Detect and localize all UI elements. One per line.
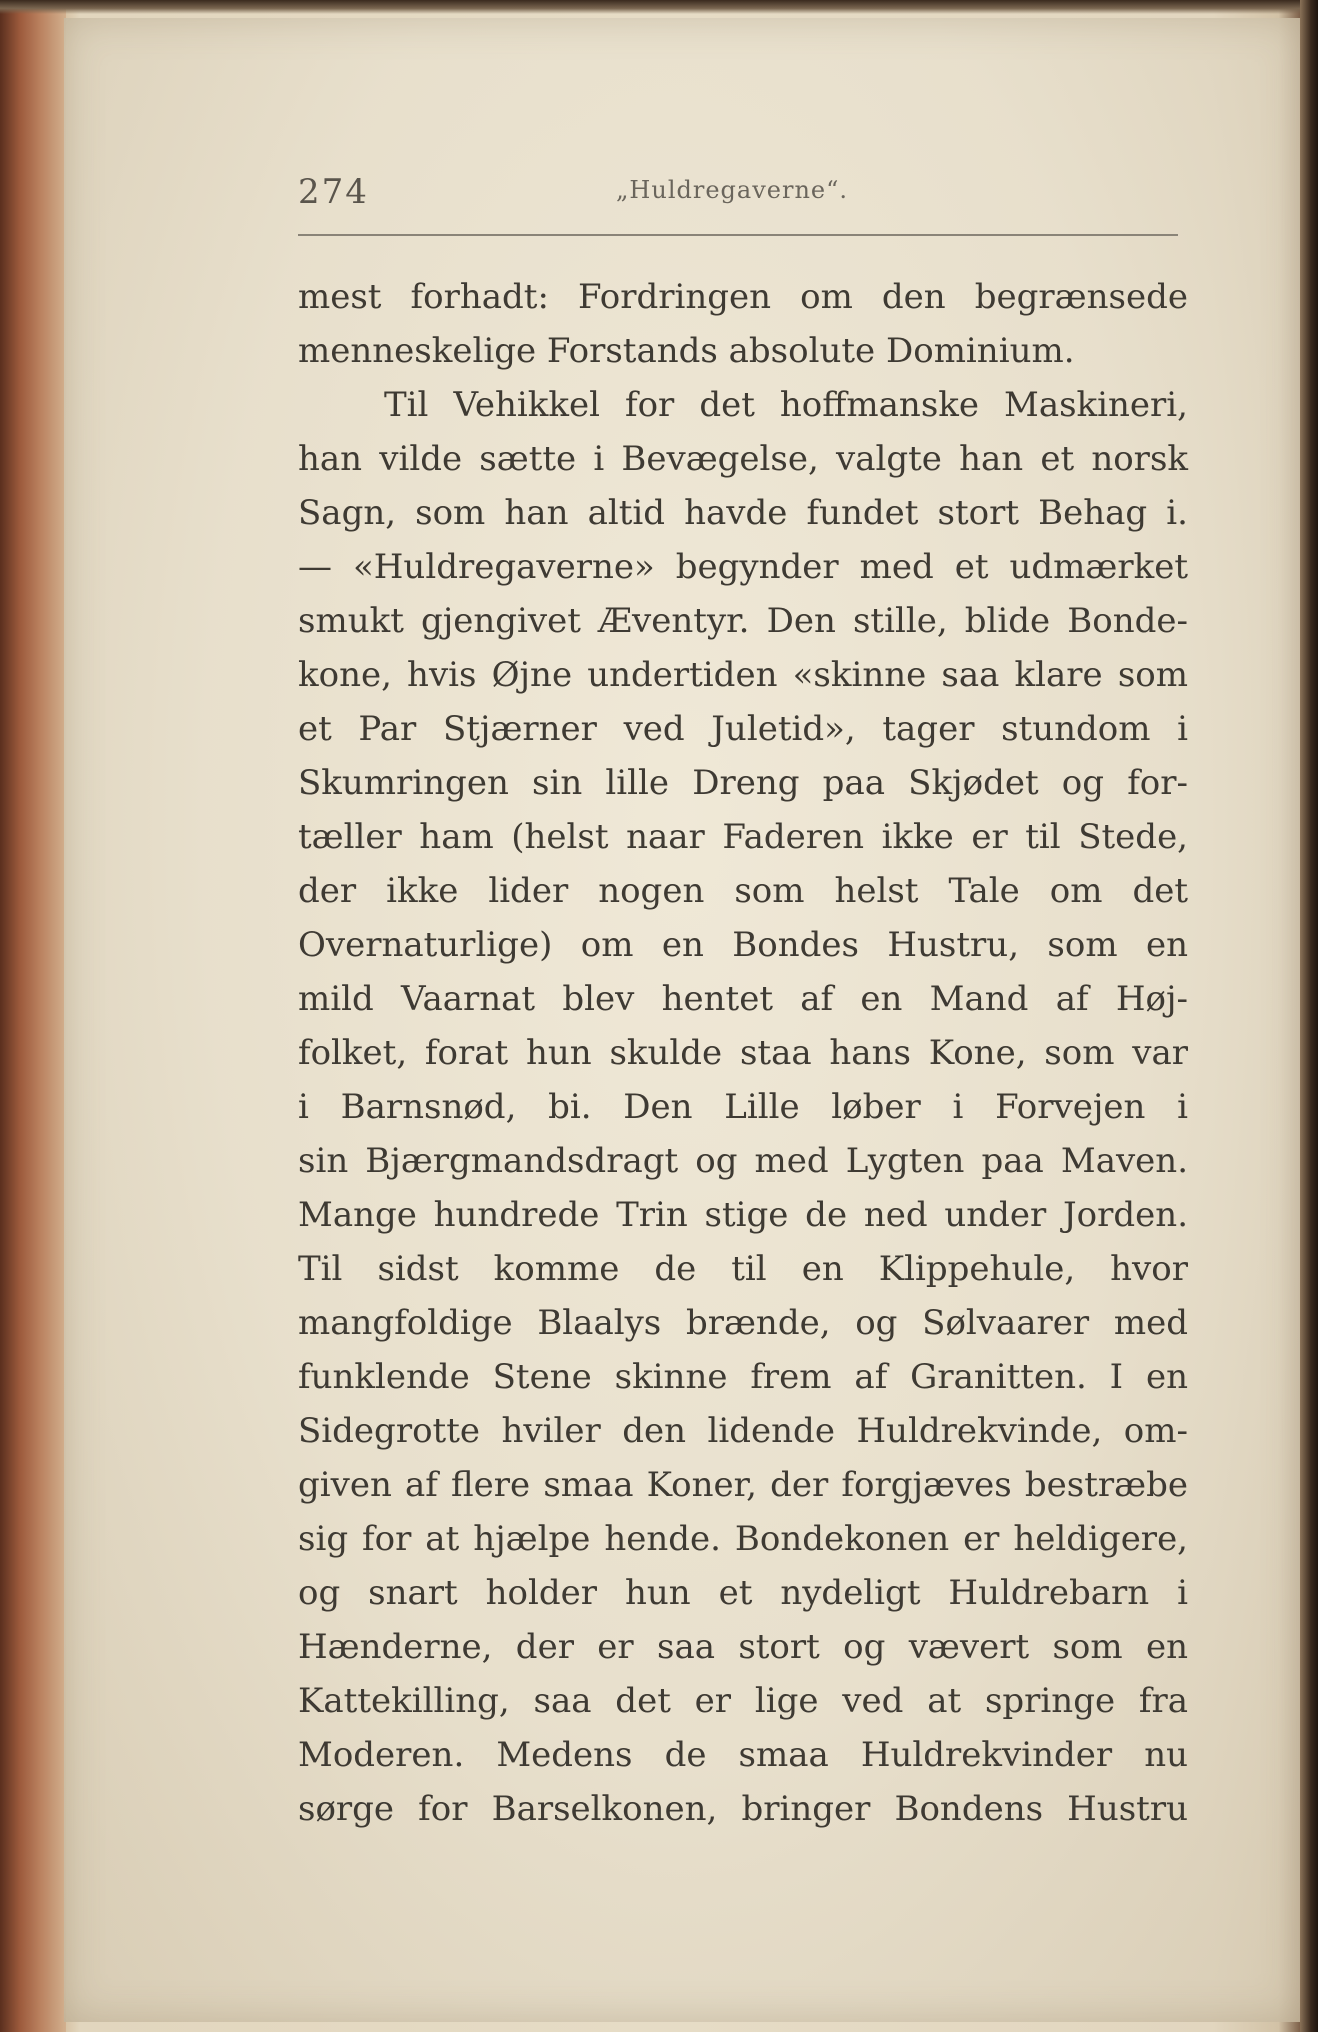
- text-line: — «Huldregaverne» begynder med et udmærket: [298, 547, 1188, 587]
- text-line: sig for at hjælpe hende. Bondekonen er heldigere,: [298, 1519, 1188, 1559]
- text-line: kone, hvis Øjne undertiden «skinne saa klare som: [298, 655, 1188, 695]
- text-line: Skumringen sin lille Dreng paa Skjødet og for-: [298, 763, 1188, 803]
- text-line: et Par Stjærner ved Juletid», tager stundom i: [298, 709, 1188, 749]
- text-line: Mange hundrede Trin stige de ned under Jorden.: [298, 1195, 1188, 1235]
- body-text: [298, 270, 1188, 1836]
- text-line: funklende Stene skinne frem af Granitten. I en: [298, 1357, 1188, 1397]
- text-line: sin Bjærgmandsdragt og med Lygten paa Maven.: [298, 1141, 1188, 1181]
- text-line: folket, forat hun skulde staa hans Kone, som var: [298, 1033, 1188, 1073]
- header-rule: [298, 234, 1178, 236]
- text-line: og snart holder hun et nydeligt Huldrebarn i: [298, 1573, 1188, 1613]
- running-title: „Huldregaverne“.: [616, 176, 848, 204]
- text-line: menneskelige Forstands absolute Dominium.: [298, 331, 1075, 371]
- text-line: mangfoldige Blaalys brænde, og Sølvaarer med: [298, 1303, 1188, 1343]
- text-line: mest forhadt: Fordringen om den begrænsede: [298, 277, 1188, 317]
- book-binding-edge: [0, 0, 66, 2032]
- text-line: smukt gjengivet Æventyr. Den stille, blide Bonde-: [298, 601, 1188, 641]
- text-line: Overnaturlige) om en Bondes Hustru, som en: [298, 925, 1188, 965]
- text-line: Til Vehikkel for det hoffmanske Maskineri,: [384, 385, 1188, 425]
- text-line: Kattekilling, saa det er lige ved at springe fra: [298, 1681, 1188, 1721]
- page-top-edge: [0, 0, 1318, 14]
- text-line: tæller ham (helst naar Faderen ikke er til Stede,: [298, 817, 1188, 857]
- page-number: 274: [298, 172, 369, 212]
- text-line: han vilde sætte i Bevægelse, valgte han et norsk: [298, 439, 1188, 479]
- text-line: given af flere smaa Koner, der forgjæves bestræbe: [298, 1465, 1188, 1505]
- text-line: Moderen. Medens de smaa Huldrekvinder nu: [298, 1735, 1188, 1775]
- text-line: Hænderne, der er saa stort og vævert som en: [298, 1627, 1188, 1667]
- text-line: sørge for Barselkonen, bringer Bondens Hustru: [298, 1789, 1188, 1829]
- text-line: mild Vaarnat blev hentet af en Mand af Høj-: [298, 979, 1188, 1019]
- page-right-edge: [1300, 0, 1318, 2032]
- text-line: i Barnsnød, bi. Den Lille løber i Forvejen i: [298, 1087, 1188, 1127]
- text-line: Sagn, som han altid havde fundet stort Behag i.: [298, 493, 1188, 533]
- text-line: der ikke lider nogen som helst Tale om det: [298, 871, 1188, 911]
- text-line: Sidegrotte hviler den lidende Huldrekvinde, om-: [298, 1411, 1188, 1451]
- page-header: [298, 168, 1178, 228]
- text-line: Til sidst komme de til en Klippehule, hvor: [298, 1249, 1188, 1289]
